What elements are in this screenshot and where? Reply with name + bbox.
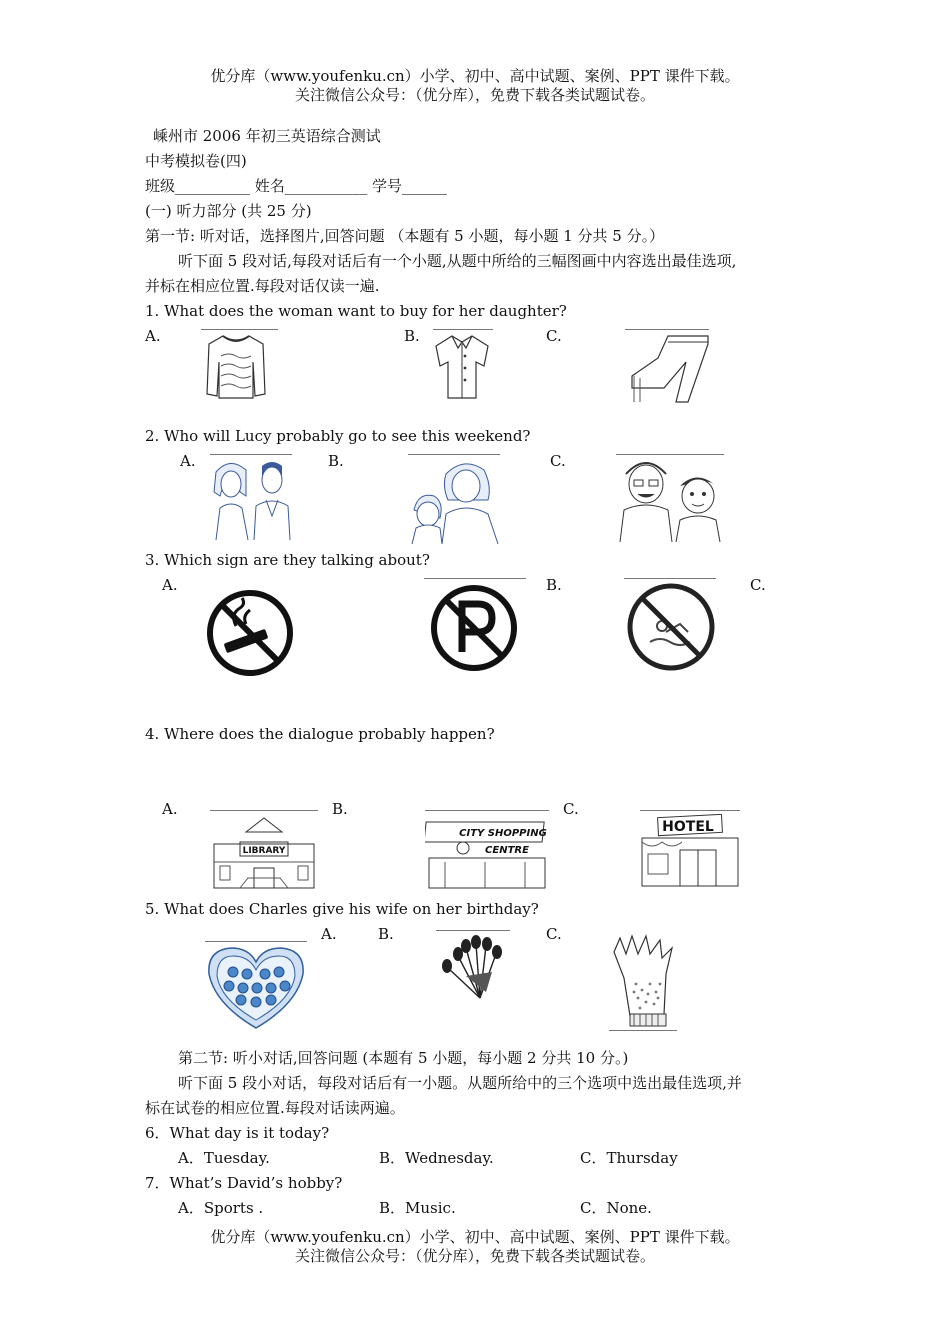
q2-option-b-label: B. xyxy=(328,452,344,470)
q4-option-b-label: B. xyxy=(332,800,348,818)
q1-option-c-label: C. xyxy=(546,327,562,345)
q7-option-b: B．Music. xyxy=(379,1199,456,1217)
q5-option-b-label: B. xyxy=(378,925,394,943)
q7-option-c: C．None. xyxy=(580,1199,652,1217)
no-swimming-sign xyxy=(626,582,716,672)
question-7: 7．What’s David’s hobby? xyxy=(145,1174,343,1192)
q1-option-a-label: A. xyxy=(145,327,161,345)
question-2: 2. Who will Lucy probably go to see this weekend? xyxy=(145,427,531,445)
q6-option-b: B．Wednesday. xyxy=(379,1149,494,1167)
q1-option-b-label: B. xyxy=(404,327,420,345)
blouse-picture xyxy=(432,332,492,402)
no-smoking-sign xyxy=(206,590,294,676)
section2-instruction-2: 标在试卷的相应位置.每段对话读两遍。 xyxy=(145,1099,405,1117)
question-3: 3. Which sign are they talking about? xyxy=(145,551,430,569)
no-parking-sign xyxy=(430,584,518,672)
question-1: 1. What does the woman want to buy for her daughter? xyxy=(145,302,567,320)
q3-option-a-label: A. xyxy=(162,576,178,594)
flowers-picture xyxy=(436,932,510,1002)
sweater-picture xyxy=(205,332,267,404)
q2-option-c-label: C. xyxy=(550,452,566,470)
grandfather-boy-picture xyxy=(616,456,724,542)
question-4: 4. Where does the dialogue probably happen? xyxy=(145,725,495,743)
section1-instruction-1: 听下面 5 段对话,每段对话后有一个小题,从题中所给的三幅图画中内容选出最佳选项, xyxy=(178,252,737,270)
centre-sign-text: CENTRE xyxy=(485,845,529,856)
section1-title: 第一节: 听对话，选择图片,回答问题 （本题有 5 小题，每小题 1 分共 5 分。） xyxy=(145,227,665,245)
mother-daughter-picture xyxy=(408,456,500,544)
section2-title: 第二节: 听小对话,回答问题 (本题有 5 小题，每小题 2 分共 10 分。) xyxy=(178,1049,629,1067)
q6-option-a: A．Tuesday. xyxy=(178,1149,270,1167)
hotel-picture xyxy=(640,814,740,888)
question-6: 6．What day is it today? xyxy=(145,1124,330,1142)
q7-option-a: A．Sports . xyxy=(178,1199,264,1217)
library-sign-text: LIBRARY xyxy=(242,846,286,856)
header-line-1: 优分库（www.youfenku.cn）小学、初中、高中试题、案例、PPT 课件下载。 xyxy=(210,67,740,85)
q5-option-a-label: A. xyxy=(321,925,337,943)
q4-option-c-label: C. xyxy=(563,800,579,818)
shopping-centre-picture xyxy=(425,814,549,892)
library-picture xyxy=(210,814,318,892)
trousers-picture xyxy=(624,332,714,406)
gloves-picture xyxy=(610,934,676,1030)
section1-instruction-2: 并标在相应位置.每段对话仅读一遍. xyxy=(145,277,380,295)
footer-line-1: 优分库（www.youfenku.cn）小学、初中、高中试题、案例、PPT 课件下载。 xyxy=(210,1228,740,1246)
chocolate-box-picture xyxy=(205,944,307,1030)
q3-option-c-label: C. xyxy=(750,576,766,594)
q3-option-b-label: B. xyxy=(546,576,562,594)
q5-option-c-label: C. xyxy=(546,925,562,943)
city-sign-text: CITY SHOPPING xyxy=(459,828,547,839)
student-info: 班级__________ 姓名___________ 学号______ xyxy=(145,177,448,195)
header-line-2: 关注微信公众号：（优分库），免费下载各类试题试卷。 xyxy=(294,86,655,104)
exam-subtitle: 中考模拟卷(四) xyxy=(145,152,247,170)
part1-title: (一) 听力部分 (共 25 分) xyxy=(145,202,312,220)
q6-option-c: C．Thursday xyxy=(580,1149,678,1167)
footer-line-2: 关注微信公众号：（优分库），免费下载各类试题试卷。 xyxy=(294,1247,655,1265)
couple-picture xyxy=(210,456,294,540)
hotel-sign-text: HOTEL xyxy=(662,819,714,835)
exam-title: 嵊州市 2006 年初三英语综合测试 xyxy=(153,127,381,145)
q2-option-a-label: A. xyxy=(180,452,196,470)
section2-instruction-1: 听下面 5 段小对话，每段对话后有一小题。从题所给中的三个选项中选出最佳选项,并 xyxy=(178,1074,742,1092)
q4-option-a-label: A. xyxy=(162,800,178,818)
question-5: 5. What does Charles give his wife on her birthday? xyxy=(145,900,539,918)
